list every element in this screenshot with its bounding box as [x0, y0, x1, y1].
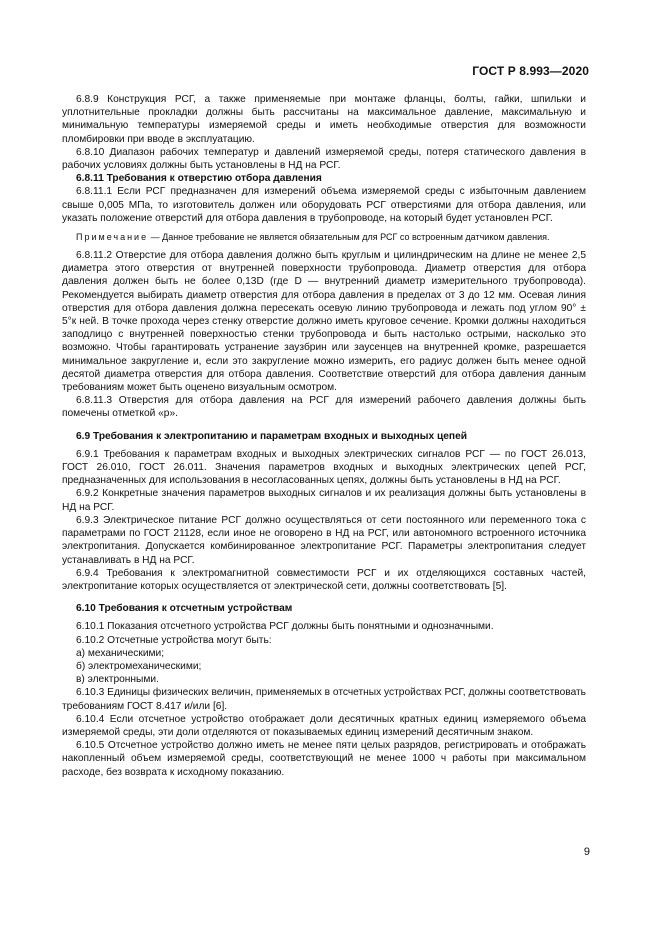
paragraph-6-10-3: 6.10.3 Единицы физических величин, применяемых в отсчетных устройствах РСГ, должны соответствовать требованиям ГОСТ 8.417 и/или [6]. [62, 687, 586, 712]
list-item-a: а) механическими; [76, 647, 165, 659]
paragraph-6-8-10: 6.8.10 Диапазон рабочих температур и давлений измеряемой среды, потеря статического давления в рабочих условиях должны быть установлены в НД на РСГ. [62, 146, 586, 172]
paragraph-6-8-11-1: 6.8.11.1 Если РСГ предназначен для измерений объема измеряемой среды с избыточным давлением свыше 0,005 МПа, то изготовитель должен или оборудовать РСГ отверстиями для отбора давления, или указать положение отверстий для отбора давления в трубопроводе, на который будет установлен РСГ. [62, 186, 586, 224]
paragraph-6-10-4: 6.10.4 Если отсчетное устройство отображает доли десятичных кратных единиц измеряемого объема измеряемой среды, эти доли отделяются от показываемых единиц измерений десятичным знаком. [62, 713, 586, 738]
document-body [62, 93, 586, 779]
document-id: ГОСТ Р 8.993—2020 [472, 64, 589, 78]
heading-6-10: 6.10 Требования к отсчетным устройствам [76, 603, 293, 615]
list-item-b: б) электромеханическими; [76, 660, 202, 672]
note [62, 231, 586, 243]
paragraph-6-9-3: 6.9.3 Электрическое питание РСГ должно осуществляться от сети постоянного или переменного тока с параметрами по ГОСТ 21128, если иное не оговорено в НД на РСГ, или автономного встроенного источника электропитания. Допускается комбинированное электропитание РСГ. Параметры электропитания следует устанавливать в НД на РСГ. [62, 514, 586, 566]
note-text: — Данное требование не является обязательным для РСГ со встроенным датчиком давления. [148, 232, 550, 243]
paragraph-6-10-1: 6.10.1 Показания отсчетного устройства РСГ должны быть понятными и однозначными. [76, 621, 494, 633]
paragraph-6-8-11-2: 6.8.11.2 Отверстие для отбора давления должно быть круглым и цилиндрическим на длине не менее 2,5 диаметра этого отверстия от внутренней поверхности трубопровода. Диаметр отверстия для отбора давления должен быть не более 0,13D (где D — внутренний диаметр измерительного трубопровода). Рекомендуется выбирать диаметр отверстия для отбора давления в пределах от 3 до 12 мм. Осевая линия отверстия для отбора давления должна пересекать осевую линию трубопровода и лежать под углом 90° ± 5°к ней. В точке прохода через стенку отверстие должно иметь круговое сечение. Кромки должны находиться заподлицо с внутренней поверхностью стенки трубопровода и быть настолько острыми, насколько это возможно. Чтобы гарантировать устранение заузбрин или заусенцев на внутренней кромке, разрешается минимальное закругление и, если это закругление можно измерить, его радиус должен быть менее одной десятой диаметра отверстия для отбора давления. Соответствие отверстий для отбора давления данным требованиям может быть оценено визуальным осмотром. [62, 250, 586, 394]
heading-6-9: 6.9 Требования к электропитанию и параметрам входных и выходных цепей [76, 430, 468, 442]
paragraph-6-9-2: 6.9.2 Конкретные значения параметров выходных сигналов и их реализация должны быть установлены в НД на РСГ. [62, 488, 586, 513]
paragraph-6-8-11-3: 6.8.11.3 Отверстия для отбора давления на РСГ для измерений рабочего давления должны быть помечены отметкой «р». [62, 395, 586, 420]
note-label: Примечание [76, 232, 149, 243]
paragraph-6-9-4: 6.9.4 Требования к электромагнитной совместимости РСГ и их отделяющихся составных частей, электропитание которых осуществляется от электрической сети, должны соответствовать [5]. [62, 567, 586, 592]
paragraph-6-10-2: 6.10.2 Отсчетные устройства могут быть: [76, 634, 272, 646]
heading-6-8-11: 6.8.11 Требования к отверстию отбора давления [76, 173, 322, 185]
page-number: 9 [583, 846, 590, 858]
paragraph-6-8-9: 6.8.9 Конструкция РСГ, а также применяемые при монтаже фланцы, болты, гайки, шпильки и уплотнительные прокладки должны быть рассчитаны на максимальное давление, максимальную и минимальную температуры измеряемой среды и иметь необходимые отверстия для возможности пломбировки при вводе в эксплуатацию. [62, 94, 586, 145]
paragraph-6-10-5: 6.10.5 Отсчетное устройство должно иметь не менее пяти целых разрядов, регистрировать и отображать накопленный объем измеряемой среды, соответствующий не менее 1000 ч работы при максимальном расходе, без возврата к исходному показанию. [62, 740, 586, 778]
list-item-c: в) электронными. [76, 674, 159, 686]
paragraph-6-9-1: 6.9.1 Требования к параметрам входных и выходных электрических сигналов РСГ — по ГОСТ 26.013, ГОСТ 26.010, ГОСТ 26.011. Значения параметров входных и выходных электрических цепей РСГ, предназначенных для использования в несогласованных цепях, должны быть установлены в НД на РСГ. [62, 448, 586, 487]
